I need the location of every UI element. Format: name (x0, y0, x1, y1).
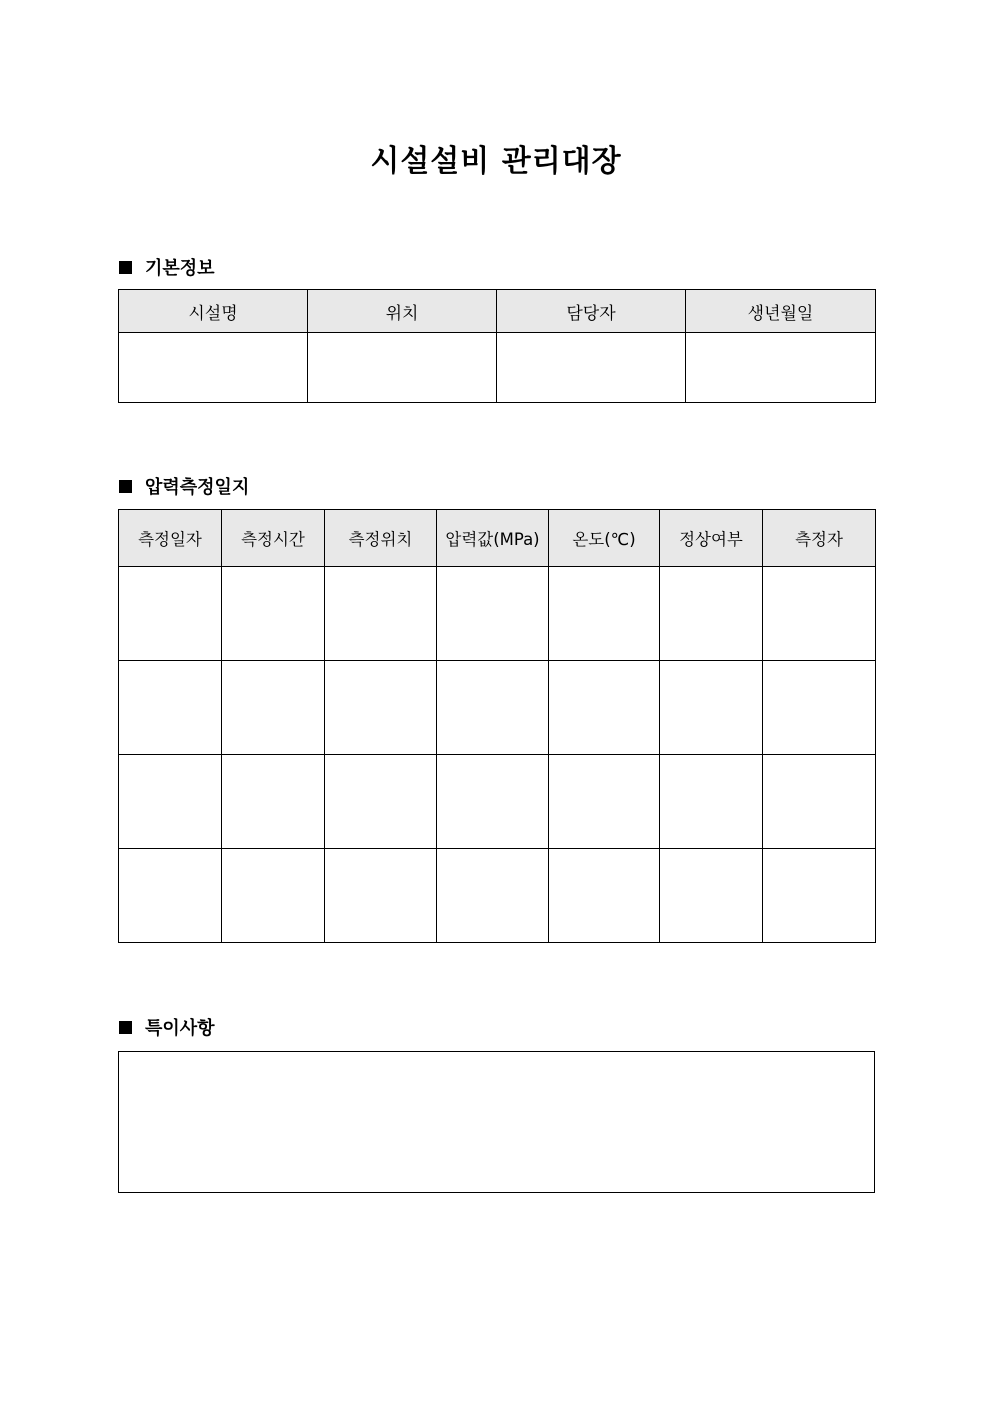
pressure-log-cell[interactable] (325, 661, 437, 755)
basic-info-heading (119, 254, 215, 280)
basic-info-facility-name-cell[interactable] (119, 333, 308, 403)
pressure-log-header-cell: 측정일자 (119, 510, 222, 567)
basic-info-birthdate-cell[interactable] (686, 333, 876, 403)
basic-info-header-row (119, 290, 876, 333)
pressure-log-cell[interactable] (222, 849, 325, 943)
pressure-log-header-cell: 측정시간 (222, 510, 325, 567)
basic-info-location-cell[interactable] (308, 333, 497, 403)
basic-info-manager-cell[interactable] (497, 333, 686, 403)
pressure-log-table (118, 509, 876, 943)
basic-info-heading-label: 기본정보 (145, 258, 215, 279)
notes-box[interactable] (118, 1051, 875, 1193)
pressure-log-row (119, 567, 876, 661)
pressure-log-cell[interactable] (325, 849, 437, 943)
pressure-log-cell[interactable] (119, 849, 222, 943)
basic-info-input-row (119, 333, 876, 403)
pressure-log-cell[interactable] (437, 849, 549, 943)
page-title: 시설설비 관리대장 (370, 144, 622, 179)
pressure-log-cell[interactable] (437, 755, 549, 849)
pressure-log-cell[interactable] (763, 567, 876, 661)
basic-info-table (118, 289, 876, 403)
square-bullet-icon (119, 1021, 132, 1034)
pressure-log-header-cell: 측정위치 (325, 510, 437, 567)
pressure-log-header-row (119, 510, 876, 567)
square-bullet-icon (119, 480, 132, 493)
pressure-log-cell[interactable] (119, 567, 222, 661)
pressure-log-cell[interactable] (660, 567, 763, 661)
pressure-log-cell[interactable] (763, 849, 876, 943)
pressure-log-cell[interactable] (119, 661, 222, 755)
pressure-log-heading (119, 473, 249, 499)
pressure-log-row (119, 755, 876, 849)
pressure-log-header-cell: 온도(℃) (549, 510, 660, 567)
pressure-log-header-cell: 측정자 (763, 510, 876, 567)
pressure-log-cell[interactable] (660, 661, 763, 755)
pressure-log-cell[interactable] (549, 661, 660, 755)
pressure-log-cell[interactable] (325, 755, 437, 849)
pressure-log-header-cell: 압력값(MPa) (437, 510, 549, 567)
basic-info-header-cell: 생년월일 (686, 290, 876, 333)
pressure-log-cell[interactable] (222, 661, 325, 755)
pressure-log-cell[interactable] (549, 849, 660, 943)
pressure-log-cell[interactable] (549, 755, 660, 849)
notes-heading-label: 특이사항 (145, 1018, 215, 1039)
pressure-log-cell[interactable] (660, 849, 763, 943)
square-bullet-icon (119, 261, 132, 274)
notes-heading (119, 1014, 215, 1040)
basic-info-header-cell: 위치 (308, 290, 497, 333)
pressure-log-cell[interactable] (325, 567, 437, 661)
pressure-log-cell[interactable] (763, 755, 876, 849)
pressure-log-cell[interactable] (222, 755, 325, 849)
pressure-log-cell[interactable] (119, 755, 222, 849)
pressure-log-row (119, 661, 876, 755)
pressure-log-cell[interactable] (437, 567, 549, 661)
pressure-log-heading-label: 압력측정일지 (145, 477, 250, 498)
pressure-log-cell[interactable] (437, 661, 549, 755)
basic-info-header-cell: 담당자 (497, 290, 686, 333)
pressure-log-cell[interactable] (763, 661, 876, 755)
pressure-log-cell[interactable] (660, 755, 763, 849)
pressure-log-cell[interactable] (549, 567, 660, 661)
basic-info-header-cell: 시설명 (119, 290, 308, 333)
pressure-log-row (119, 849, 876, 943)
pressure-log-cell[interactable] (222, 567, 325, 661)
pressure-log-header-cell: 정상여부 (660, 510, 763, 567)
